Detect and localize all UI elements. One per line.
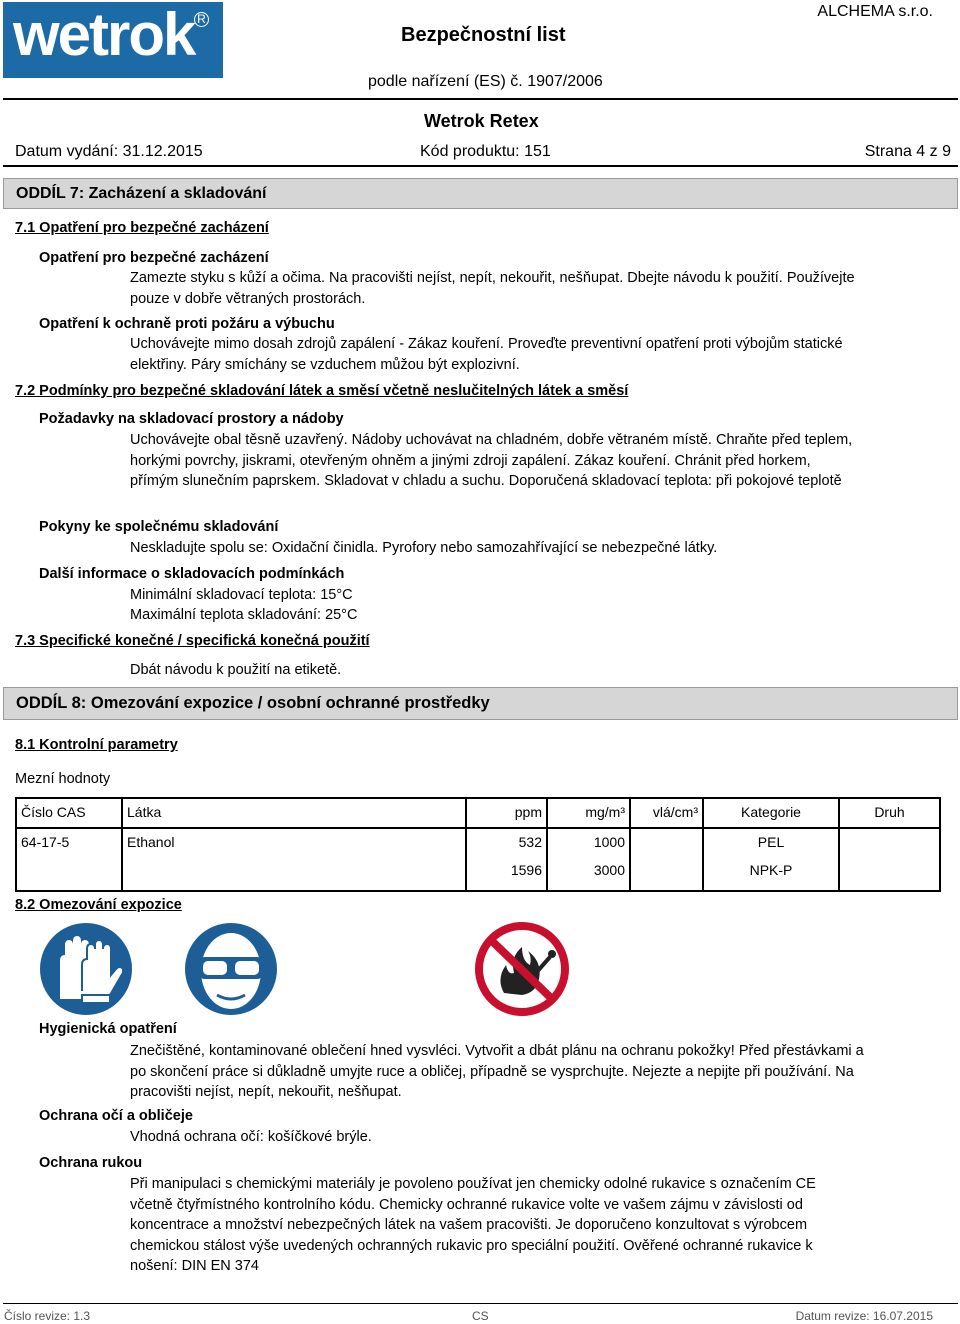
eye-protection-text: Vhodná ochrana očí: košíčkové brýle. [130, 1129, 372, 1145]
language-code: CS [472, 1309, 489, 1323]
header-vla: vlá/cm³ [630, 798, 703, 828]
table-row [16, 828, 940, 891]
product-code: Kód produktu: 151 [420, 143, 551, 160]
header-top-rule [3, 98, 958, 100]
max-storage-temp: Maximální teplota skladování: 25°C [130, 607, 358, 623]
section-8-bar [3, 687, 958, 720]
revision-number: Číslo revize: 1.3 [4, 1309, 91, 1323]
limit-values-label: Mezní hodnoty [15, 771, 111, 787]
revision-date: Datum revize: 16.07.2015 [795, 1309, 933, 1323]
safe-handling-text: Zamezte styku s kůží a očima. Na pracovišti nejíst, nepít, nekouřit, nešňupat. Dbejte návodu k použití. Používejte pouze v dobře větraných prostorách. [130, 270, 855, 307]
goggles-icon [183, 921, 279, 1017]
wetrok-logo [3, 2, 223, 78]
company-name: ALCHEMA s.r.o. [817, 3, 933, 20]
joint-storage-label: Pokyny ke společnému skladování [39, 519, 279, 535]
header-ppm: ppm [466, 798, 547, 828]
min-storage-temp: Minimální skladovací teplota: 15°C [130, 587, 353, 603]
section-8-title: ODDÍL 8: Omezování expozice / osobní ochranné prostředky [16, 694, 490, 712]
hand-protection-label: Ochrana rukou [39, 1155, 143, 1171]
joint-storage-text: Neskladujte spolu se: Oxidační činidla. Pyrofory nebo samozahřívající se nebezpečné látky. [130, 540, 718, 556]
subsection-8-1-heading: 8.1 Kontrolní parametry [15, 737, 178, 753]
gloves-icon [38, 921, 134, 1017]
cell-category-1: PEL [757, 834, 785, 850]
storage-requirements-label: Požadavky na skladovací prostory a nádoby [39, 411, 344, 427]
storage-info-label: Další informace o skladovacích podmínkách [39, 566, 345, 582]
footer-rule [3, 1303, 958, 1304]
subsection-7-1-heading: 7.1 Opatření pro bezpečné zacházení [15, 220, 269, 236]
header-substance: Látka [122, 798, 466, 828]
header-kind: Druh [839, 798, 940, 828]
fire-protection-text: Uchovávejte mimo dosah zdrojů zapálení - Zákaz kouření. Proveďte preventivní opatření proti výbojům statické elektřiny. Páry smíchány se vzduchem můžou být explozivní. [130, 336, 843, 373]
fire-protection-label: Opatření k ochraně proti požáru a výbuchu [39, 316, 335, 332]
cell-substance: Ethanol [122, 828, 466, 891]
header-cas: Číslo CAS [16, 798, 122, 828]
section-7-bar [3, 178, 958, 209]
hygiene-label: Hygienická opatření [39, 1021, 177, 1037]
product-name: Wetrok Retex [424, 111, 539, 131]
cell-vla [630, 828, 703, 891]
storage-requirements-text: Uchovávejte obal těsně uzavřený. Nádoby uchovávat na chladném, dobře větraném místě. Chraňte před teplem, horkými povrchy, jiskrami, otevřeným ohněm a jinými zdroji zapálení. Zákaz kouření. Chránit před horkem, přímým slunečním paprskem. Skladovat v chladu a suchu. Doporučená skladovací teplota: při pokojové teplotě [130, 432, 853, 489]
cell-ppm [466, 828, 547, 891]
cell-category-2: NPK-P [749, 862, 793, 878]
cell-ppm-2: 1596 [510, 862, 542, 878]
table-header-row [16, 798, 940, 828]
cell-mg [547, 828, 630, 891]
hand-protection-text: Při manipulaci s chemickými materiály je povoleno používat jen chemicky odolné rukavice s označením CE včetně čtyřmístného kontrolního kódu. Chemicky ochranné rukavice volte ve vašem zájmu v závislosti od koncentrace a množství nebezpečných látek na vašem pracovišti. Je doporučeno konzultovat s výrobcem chemickou stálost výše uvedených ochranných rukavic pro speciální použití. Ověřené ochranné rukavice k nošení: DIN EN 374 [130, 1176, 816, 1274]
header-bottom-rule [3, 165, 958, 167]
regulation-reference: podle nařízení (ES) č. 1907/2006 [368, 73, 603, 90]
cell-cas: 64-17-5 [16, 828, 122, 891]
subsection-7-2-heading: 7.2 Podmínky pro bezpečné skladování látek a směsí včetně neslučitelných látek a směsí [15, 383, 629, 399]
cell-category [703, 828, 839, 891]
hygiene-text: Znečištěné, kontaminované oblečení hned vysvléci. Vytvořit a dbát plánu na ochranu pokožky! Před přestávkami a po skončení práce si důkladně umyjte ruce a obličej, případně se vysprchujte. Nejezte a nepijte při používání. Na pracovišti nejíst, nepít, nekouřit, nešňupat. [130, 1043, 864, 1100]
subsection-7-3-heading: 7.3 Specifické konečné / specifická konečná použití [15, 633, 370, 649]
page-number: Strana 4 z 9 [864, 143, 951, 160]
logo-text: wetrok [13, 1, 195, 68]
header-category: Kategorie [703, 798, 839, 828]
document-title: Bezpečnostní list [401, 24, 566, 46]
registered-mark-icon: R [194, 12, 209, 27]
no-fire-icon [474, 921, 570, 1017]
cell-mg-2: 3000 [593, 862, 625, 878]
specific-use-text: Dbát návodu k použití na etiketě. [130, 662, 342, 678]
section-7-title: ODDÍL 7: Zacházení a skladování [16, 185, 267, 202]
exposure-limits-table [15, 797, 941, 892]
cell-mg-1: 1000 [593, 834, 625, 850]
header-mg: mg/m³ [547, 798, 630, 828]
eye-protection-label: Ochrana očí a obličeje [39, 1108, 193, 1124]
cell-ppm-1: 532 [518, 834, 542, 850]
subsection-8-2-heading: 8.2 Omezování expozice [15, 897, 182, 913]
issue-date: Datum vydání: 31.12.2015 [15, 143, 203, 160]
cell-kind [839, 828, 940, 891]
safe-handling-label: Opatření pro bezpečné zacházení [39, 250, 269, 266]
